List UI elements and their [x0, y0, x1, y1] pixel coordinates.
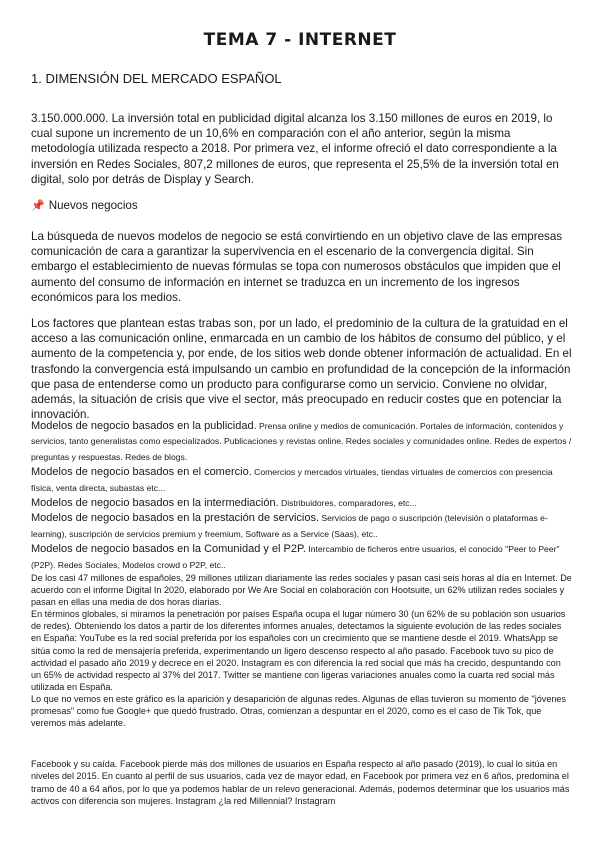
- list-item: [31, 541, 576, 572]
- model-description: Distribuidores, comparadores, etc...: [278, 498, 417, 509]
- model-description: Comercios y mercados virtuales, tiendas virtuales de comercios con presencia física, venta directa, subastas etc...: [31, 467, 553, 493]
- pushpin-icon: 📌: [31, 200, 45, 212]
- model-heading: Modelos de negocio basados en la Comunidad y el P2P.: [31, 543, 306, 556]
- model-heading: Modelos de negocio basados en el comercio.: [31, 466, 252, 479]
- paragraph-factores: Los factores que plantean estas trabas son, por un lado, el predominio de la cultura de la gratuidad en el acceso a las comunicación online, enmarcada en un cambio de los hábitos de consumo del público, y el aumento de la competencia y, por ende, de los sitios web donde obtener información de actualidad. En el trasfondo la convergencia está impulsando un cambio en profundidad de la concepción de la información que pasa de entenderse como un producto para configurarse como un servicio. Conviene no olvidar, además, la situación de crisis que vive el sector, más preocupado en reducir costes que en potenciar la innovación.: [31, 317, 572, 422]
- stats-paragraph-3: Lo que no vemos en este gráfico es la aparición y desaparición de algunas redes. Algunas de ellas tuvieron su momento de "jóvenes promesas" como fue Google+ que quedó frustrado. Otras, comienzan a despuntar en el 2020, como es el caso de Tik Tok, que veremos más adelante.: [31, 693, 567, 729]
- list-item: [31, 418, 576, 464]
- model-heading: Modelos de negocio basados en la publicidad.: [31, 420, 257, 432]
- paragraph-busqueda: La búsqueda de nuevos modelos de negocio se está convirtiendo en un objetivo clave de las empresas comunicación de cara a garantizar la supervivencia en el escenario de la convergencia digital. Sin embargo el establecimiento de nuevas fórmulas se topa con numerosos obstáculos que impiden que el aumento del consumo de información en internet se traduzca en un incremento de los ingresos económicos para los medios.: [31, 230, 563, 304]
- model-heading: Modelos de negocio basados en la prestación de servicios.: [31, 512, 320, 525]
- paragraph-inversion: 3.150.000.000. La inversión total en publicidad digital alcanza los 3.150 millones de euros en 2019, lo cual supone un incremento de un 10,6% en comparación con el año anterior, según la misma metodología utilizada respecto a 2018. Por primera vez, el informe ofreció el dato correspondiente a la inversión en Redes Sociales, 807,2 millones de euros, que representa el 25,5% de la inversión total en digital, solo por detrás de Display y Search.: [31, 112, 559, 186]
- list-item: [31, 495, 576, 510]
- model-description: Prensa online y medios de comunicación. Portales de información, contenidos y servicios, tanto generalistas como especializados. Publicaciones y revistas online. Redes sociales y comunidades online. Redes de expertos / preguntas y respuestas. Redes de blogs.: [31, 421, 572, 462]
- model-description: Intercambio de ficheros entre usuarios, el conocido "Peer to Peer" (P2P). Redes Sociales, Modelos crowd o P2P, etc..: [31, 544, 560, 570]
- social-media-stats: [31, 572, 573, 729]
- section-heading-mercado: 1. DIMENSIÓN DEL MERCADO ESPAÑOL: [31, 71, 282, 86]
- stats-paragraph-2: En términos globales, si miramos la penetración por países España ocupa el lugar número 30 (un 62% de su población son usuarios de redes). Obteniendo los datos a partir de los diferentes informes anuales, detectamos la siguiente evolución de las redes sociales en España: YouTube es la red social preferida por los españoles con un crecimiento que se mantiene desde el 2019. WhatsApp se sitúa como la red de mensajería preferida, experimentando un ligero descenso respecto al año pasado. Facebook tuvo su pico de actividad el pasado año 2019 y decrece en el 2020. Instagram es con diferencia la red social que más ha crecido, despuntando con un 65% de actividad respecto al 37% del 2017. Twitter se mantiene con ligeras variaciones anuales como la cuarta red social más utilizada en España.: [31, 609, 566, 692]
- model-description: Servicios de pago o suscripción (televisión o plataformas e-learning), suscripción de servicios premium y freemium, Software as a Service (Saas), etc..: [31, 513, 548, 539]
- business-models-list: [31, 418, 576, 572]
- stats-paragraph-1: De los casi 47 millones de españoles, 29 millones utilizan diariamente las redes sociales y pasan casi seis horas al día en Internet. De acuerdo con el informe Digital In 2020, elaborado por We Are Social en colaboración con Hootsuite, un 62% utilizan redes sociales y pasan en ellas una media de dos horas diarias.: [31, 573, 572, 608]
- paragraph-facebook: Facebook y su caída. Facebook pierde más dos millones de usuarios en España respecto al año pasado (2019), lo cual lo sitúa en niveles del 2015. En cuanto al perfil de sus usuarios, cada vez de mayor edad, en Facebook por primera vez en 6 años, predomina el tramo de 40 a 64 años, por lo que ya podemos hablar de un relevo generacional. Además, podemos determinar que los usuarios más activos con diferencia son mujeres. Instagram ¿la red Millennial? Instagram: [31, 759, 570, 806]
- model-heading: Modelos de negocio basados en la intermediación.: [31, 497, 279, 510]
- list-item: [31, 464, 576, 495]
- nuevos-negocios-label: Nuevos negocios: [48, 199, 138, 212]
- section-heading-nuevos-negocios: [31, 199, 138, 212]
- list-item: [31, 510, 576, 541]
- page-title: TEMA 7 - INTERNET: [203, 30, 397, 50]
